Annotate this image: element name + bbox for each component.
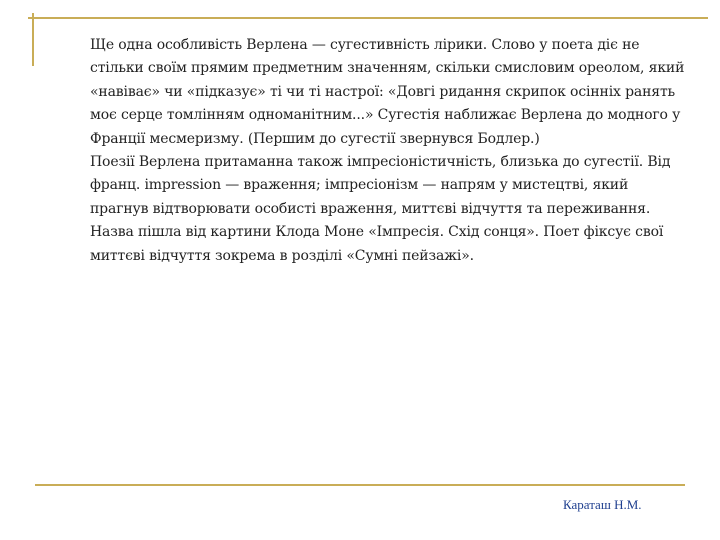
footer-author: Караташ Н.М. (563, 497, 642, 512)
left-decorative-line (32, 13, 34, 66)
slide-body-text (90, 34, 685, 268)
bottom-decorative-line (35, 484, 685, 486)
paragraph-impressionism: Поезії Верлена притаманна також імпресіоністичність, близька до сугестії. Від франц. impression — враження; імпресіонізм — напрям у мистецтві, який прагнув відтворювати особисті враження, миттєві відчуття та переживання. Назва пішла від картини Клода Моне «Імпресія. Схід сонця». Поет фіксує свої миттєві відчуття зокрема в розділі «Сумні пейзажі». (90, 154, 671, 264)
top-decorative-line (28, 17, 708, 19)
paragraph-suggestion: Ще одна особливість Верлена — сугестивність лірики. Слово у поета діє не стільки своїм прямим предметним значенням, скільки смисловим ореолом, який «навіває» чи «підказує» ті чи ті настрої: «Довгі ридання скрипок осінніх ранять моє серце томлінням одноманітним...» Сугестія наближає Верлена до модного у Франції месмеризму. (Першим до сугестії звернувся Бодлер.) (90, 37, 685, 147)
